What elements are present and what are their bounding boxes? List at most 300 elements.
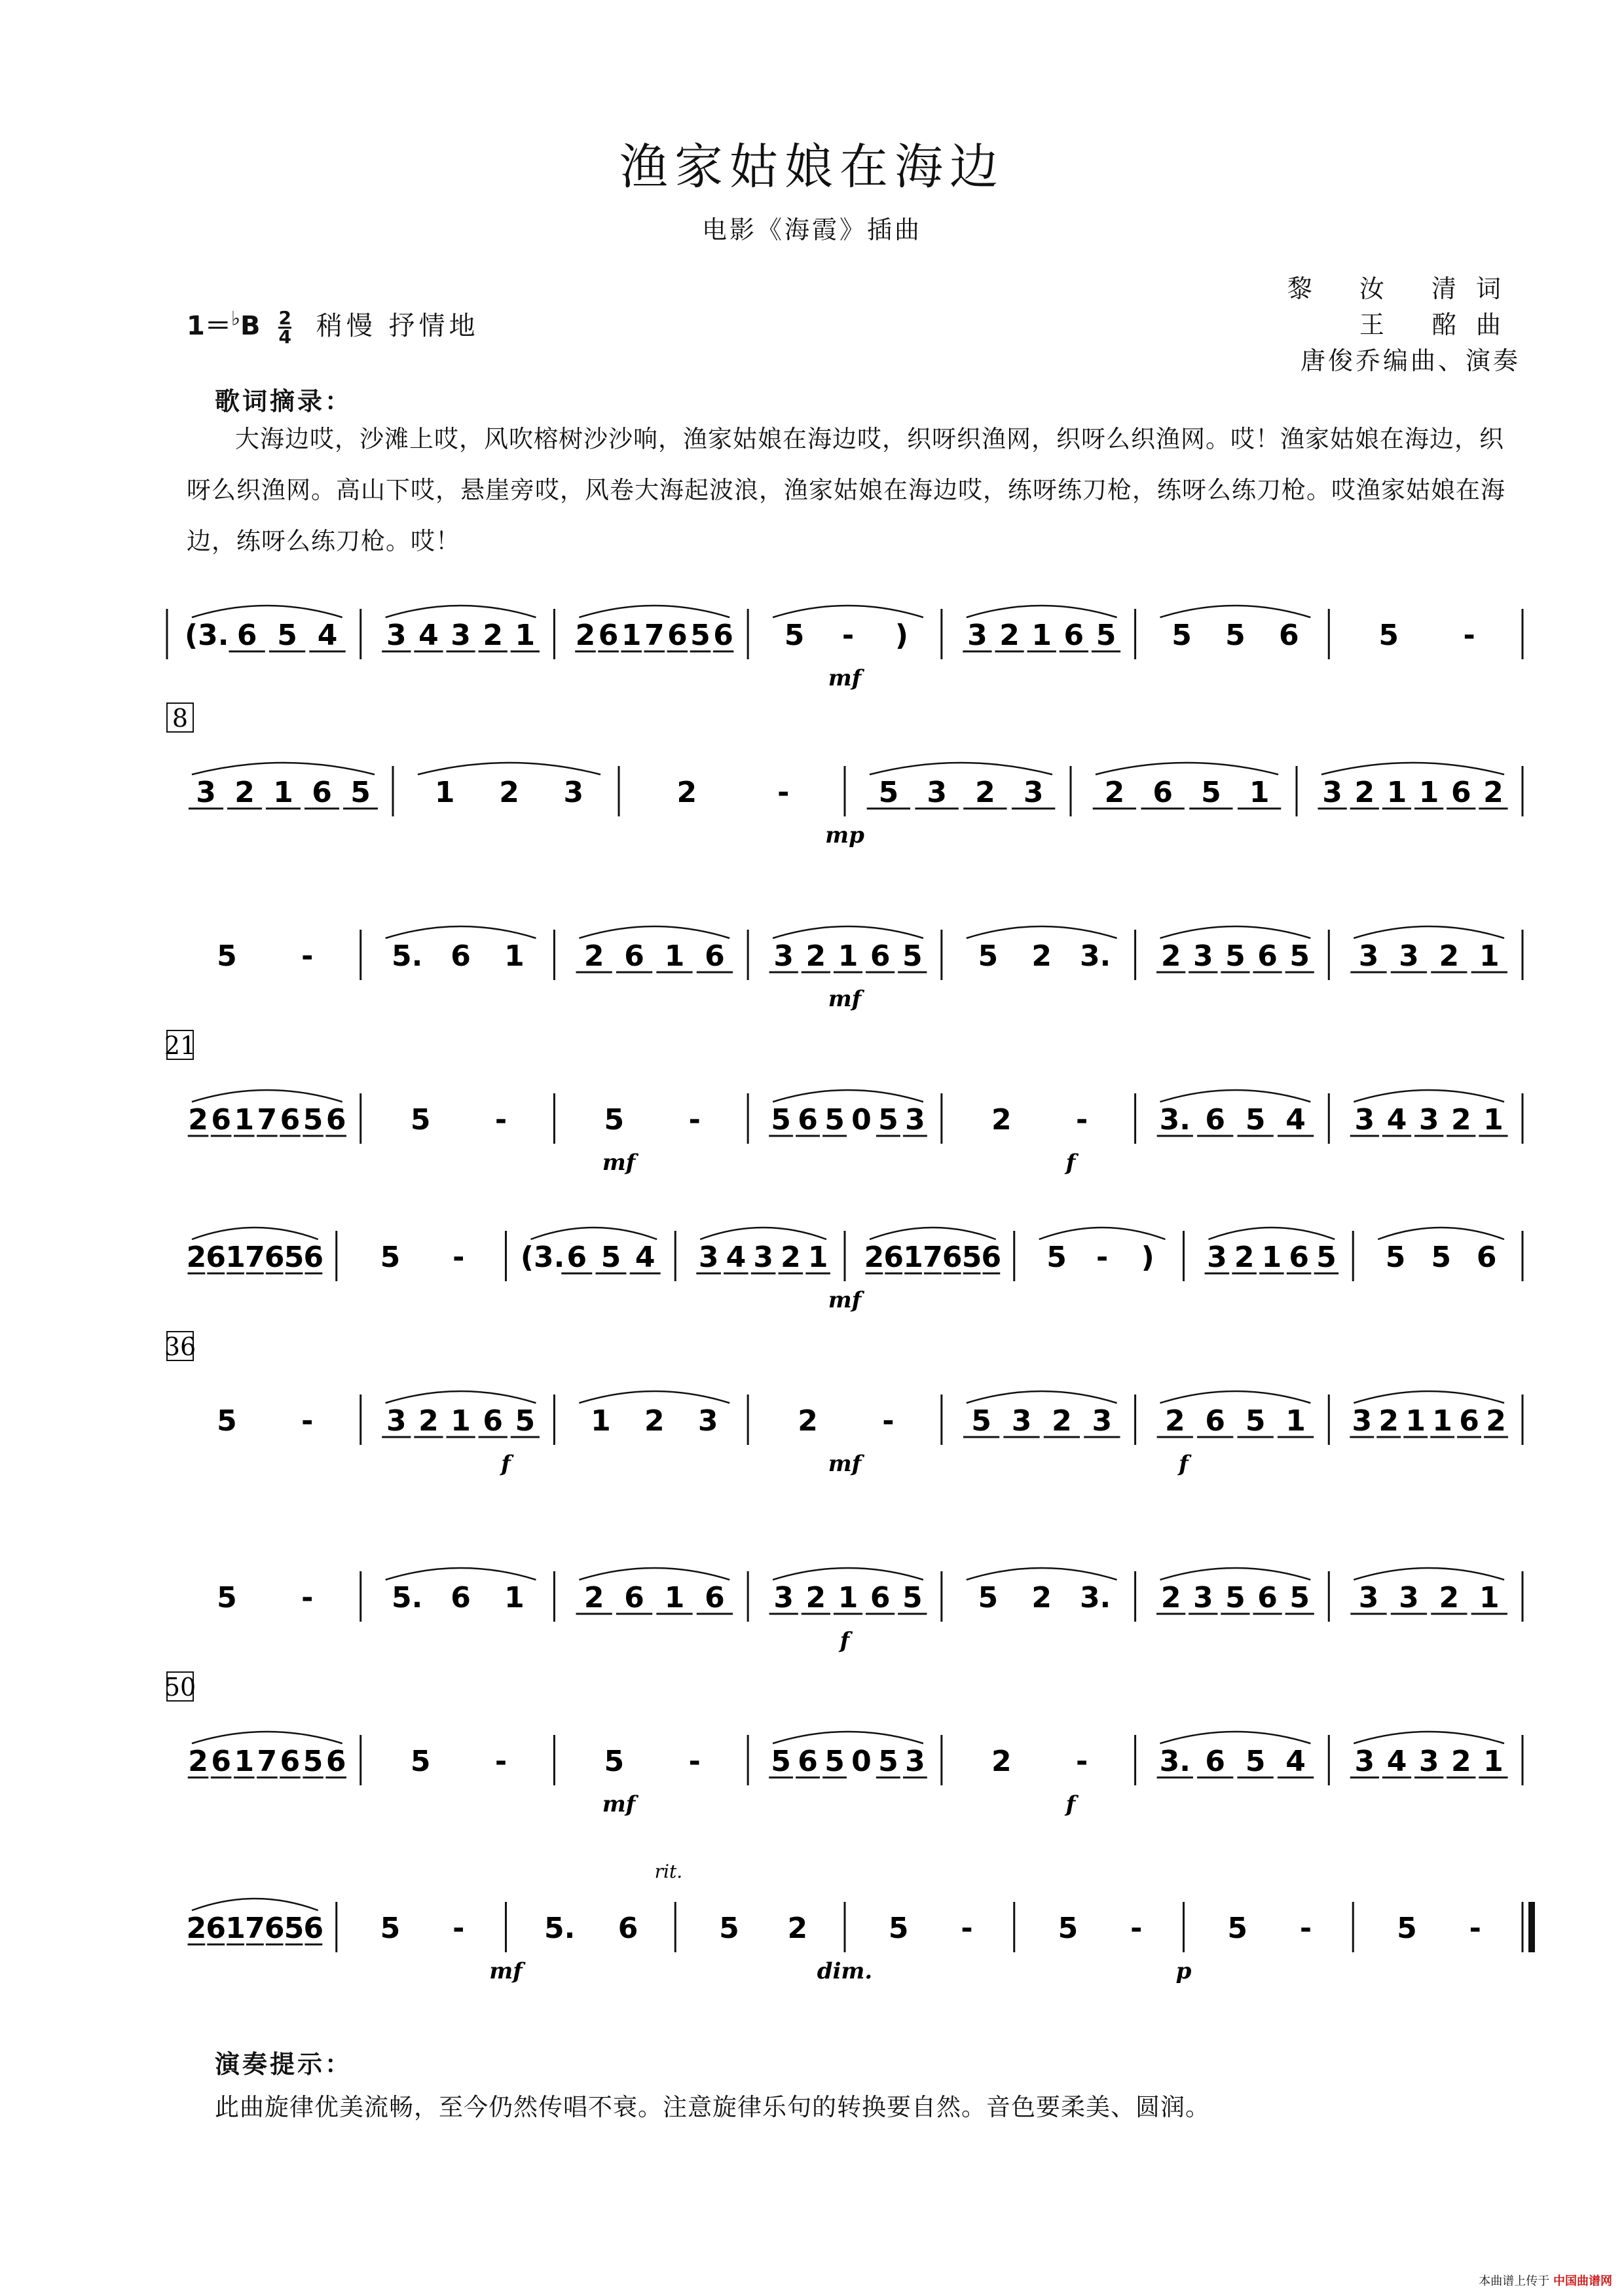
note: 5	[690, 619, 710, 652]
note: 2	[186, 1241, 207, 1274]
note: 3	[1354, 1745, 1375, 1778]
dynamic-marking: mf	[602, 1150, 636, 1176]
note: 1	[1261, 1241, 1282, 1274]
slur	[192, 606, 342, 617]
slur	[192, 763, 375, 774]
note: 5	[978, 939, 999, 973]
note: 5.	[544, 1912, 576, 1945]
time-top: 2	[278, 306, 291, 329]
note: 5	[824, 1745, 845, 1778]
note: 2	[1104, 776, 1125, 809]
note: 1	[838, 1581, 858, 1614]
slur	[700, 1228, 826, 1239]
note: 5	[784, 619, 805, 652]
note: 1	[225, 1241, 246, 1274]
note: 6	[280, 1103, 301, 1137]
note: 3	[1399, 939, 1419, 973]
note: 3	[1418, 1745, 1439, 1778]
note: 5	[1225, 619, 1246, 652]
note: -	[494, 1745, 507, 1778]
slur	[1096, 763, 1278, 774]
note: 5	[1316, 1241, 1337, 1274]
note: -	[452, 1912, 465, 1945]
note: 6	[870, 939, 891, 973]
note: 2	[188, 1745, 208, 1778]
note: 6	[1257, 939, 1278, 973]
note: 2	[1439, 939, 1460, 973]
note: 5	[515, 1404, 536, 1438]
note: -	[1130, 1912, 1143, 1945]
note: 6	[325, 1103, 346, 1137]
note: 6	[236, 619, 257, 652]
key-tonic: 1＝	[187, 311, 231, 341]
note: 5	[1046, 1241, 1067, 1274]
note: -	[1076, 1745, 1088, 1778]
note: 2	[188, 1103, 208, 1137]
note: 5	[217, 939, 237, 973]
slur	[773, 1568, 923, 1580]
note: 3	[927, 776, 947, 809]
note: -	[301, 1404, 314, 1438]
note: 5	[878, 776, 899, 809]
note: 6	[705, 939, 725, 973]
note: 3.	[1079, 939, 1111, 973]
note: 6	[713, 619, 733, 652]
dynamic-marking: f	[501, 1451, 511, 1477]
dynamic-marking: mf	[828, 986, 862, 1012]
note: -	[688, 1745, 701, 1778]
slur	[1160, 1090, 1311, 1102]
tempo-change-marking: rit.	[654, 1861, 683, 1882]
note: 1	[1031, 619, 1052, 652]
note: 5	[771, 1103, 791, 1137]
note: -	[688, 1103, 701, 1137]
note: -	[1463, 619, 1475, 652]
note: 5	[824, 1103, 845, 1137]
note: 2	[1378, 1404, 1399, 1438]
note: 6	[264, 1241, 285, 1274]
tips-heading: 演奏提示：	[215, 2050, 353, 2079]
note: 2	[999, 619, 1020, 652]
note: 6	[1450, 776, 1471, 809]
slur	[1321, 763, 1504, 774]
note: 5	[1431, 1241, 1451, 1274]
note: 1	[807, 1241, 828, 1274]
note: 1	[515, 619, 536, 652]
note: 6	[798, 1745, 818, 1778]
note: 1	[1249, 776, 1270, 809]
note: 6	[1257, 1581, 1278, 1614]
note: 5.	[391, 1581, 423, 1614]
note: 6	[1459, 1404, 1479, 1438]
note: 3.	[1079, 1581, 1111, 1614]
note: 3	[563, 776, 584, 809]
note: 1	[504, 939, 525, 973]
note: 2	[676, 776, 697, 809]
note: 1	[1418, 776, 1439, 809]
note: 2	[499, 776, 519, 809]
note: 3	[1207, 1241, 1227, 1274]
note: 3	[1092, 1404, 1113, 1438]
note: 3	[967, 619, 987, 652]
note: 5	[1245, 1745, 1266, 1778]
note: 1	[903, 1241, 923, 1274]
note: 2	[575, 619, 596, 652]
note: 6	[1279, 619, 1299, 652]
slur	[192, 1228, 318, 1239]
note: 5	[1397, 1912, 1417, 1945]
note: 1	[591, 1404, 611, 1438]
slur	[1160, 1391, 1311, 1403]
note: 5	[1245, 1103, 1266, 1137]
note: 1	[1479, 1581, 1500, 1614]
note: -	[1096, 1241, 1109, 1274]
slur	[192, 1732, 342, 1743]
note: 3	[451, 619, 471, 652]
note: 2	[991, 1745, 1012, 1778]
note: 1	[434, 776, 455, 809]
slur	[192, 1090, 342, 1102]
note: -	[452, 1241, 465, 1274]
note: 6	[1205, 1103, 1226, 1137]
note: 5	[600, 1241, 621, 1274]
note: 1	[451, 1404, 471, 1438]
note: 5	[604, 1745, 625, 1778]
note: 2	[864, 1241, 885, 1274]
note: 1	[1285, 1404, 1306, 1438]
note: 6	[798, 1103, 818, 1137]
slur	[531, 1228, 657, 1239]
note: 2	[644, 1404, 665, 1438]
note: 7	[245, 1241, 265, 1274]
slur	[773, 926, 923, 938]
note: 2	[1450, 1103, 1471, 1137]
slur	[386, 606, 536, 617]
note: 2	[1483, 776, 1504, 809]
note: 6	[280, 1745, 301, 1778]
slur	[967, 606, 1117, 617]
credit-lyricist: 黎 汝 清词	[1287, 274, 1521, 303]
slur	[1354, 1391, 1504, 1403]
note: 6	[566, 1241, 587, 1274]
subtitle: 电影《海霞》插曲	[701, 215, 922, 244]
note: 6	[303, 1912, 324, 1945]
slur	[386, 1391, 536, 1403]
slur	[967, 1391, 1117, 1403]
note: 6	[1205, 1745, 1226, 1778]
note: 6	[1289, 1241, 1309, 1274]
dynamic-marking: dim.	[817, 1958, 873, 1984]
note: 6	[624, 1581, 644, 1614]
note: -	[1076, 1103, 1088, 1137]
note: 2	[781, 1241, 801, 1274]
slur	[773, 606, 923, 617]
note: 2	[1234, 1241, 1255, 1274]
dynamic-marking: mf	[828, 665, 862, 691]
note: -	[301, 939, 314, 973]
note: 5	[380, 1241, 401, 1274]
dynamic-marking: f	[1065, 1791, 1076, 1817]
slur	[870, 1228, 996, 1239]
note: (3.	[184, 619, 229, 652]
note: 7	[245, 1912, 265, 1945]
note: 5	[217, 1581, 237, 1614]
note: 5	[1227, 1912, 1247, 1945]
note: 1	[1483, 1103, 1504, 1137]
slur	[579, 606, 729, 617]
note: 2	[805, 939, 826, 973]
note: 2	[1031, 939, 1052, 973]
note: -	[1469, 1912, 1481, 1945]
note: 1	[234, 1103, 255, 1137]
note: 6	[1063, 619, 1084, 652]
note: 6	[1153, 776, 1173, 809]
note: -	[1299, 1912, 1312, 1945]
note: 5	[961, 1241, 982, 1274]
note: 5	[1385, 1241, 1406, 1274]
note: 4	[418, 619, 439, 652]
note: 0	[851, 1103, 872, 1137]
note: 2	[234, 776, 255, 809]
note: 6	[211, 1745, 231, 1778]
slur	[870, 763, 1052, 774]
note: 5	[978, 1581, 999, 1614]
note: 6	[206, 1912, 227, 1945]
slur	[386, 1568, 536, 1580]
note: 6	[624, 939, 644, 973]
slur	[579, 926, 729, 938]
note: 4	[1285, 1745, 1306, 1778]
note: 5	[1172, 619, 1192, 652]
note: 1	[838, 939, 858, 973]
note: 5	[1289, 1581, 1310, 1614]
note: 1	[1432, 1404, 1452, 1438]
note: 5	[350, 776, 371, 809]
note: 3	[1358, 939, 1379, 973]
slur	[1354, 1732, 1504, 1743]
note: 7	[257, 1745, 278, 1778]
note: 4	[317, 619, 338, 652]
note: 1	[1405, 1404, 1426, 1438]
dynamic-marking: mf	[828, 1451, 862, 1477]
note: 6	[870, 1581, 891, 1614]
slur	[967, 926, 1117, 938]
slur	[1039, 1228, 1166, 1239]
note: 3	[1418, 1103, 1439, 1137]
measure-number: 21	[164, 1031, 196, 1060]
note: 3.	[1159, 1745, 1190, 1778]
note: 6	[981, 1241, 1002, 1274]
note: 1	[234, 1745, 255, 1778]
note: 3	[698, 1241, 719, 1274]
note: 3	[1192, 1581, 1213, 1614]
dynamic-marking: mp	[825, 822, 864, 848]
measure-number: 50	[164, 1673, 196, 1702]
note: )	[1141, 1241, 1154, 1274]
note: 6	[618, 1912, 638, 1945]
note: 5	[217, 1404, 237, 1438]
note: 3	[1354, 1103, 1375, 1137]
note: 4	[1386, 1745, 1407, 1778]
note: 5	[303, 1103, 323, 1137]
note: 1	[664, 1581, 685, 1614]
measure-number: 36	[164, 1332, 196, 1361]
note: -	[494, 1103, 507, 1137]
slur	[386, 926, 536, 938]
note: 2	[1486, 1404, 1506, 1438]
note: 2	[1164, 1404, 1185, 1438]
note: 7	[644, 619, 665, 652]
slur	[967, 1568, 1117, 1580]
note: 3	[1023, 776, 1044, 809]
note: 7	[923, 1241, 943, 1274]
note: 5	[303, 1745, 323, 1778]
flat-sign: ♭	[231, 307, 240, 331]
note: 3	[773, 939, 794, 973]
note: 2	[975, 776, 995, 809]
note: 5	[771, 1745, 791, 1778]
note: 5	[277, 619, 297, 652]
note: 2	[1052, 1404, 1072, 1438]
note: 2	[1160, 939, 1181, 973]
note: 3	[753, 1241, 773, 1274]
slur	[1160, 606, 1311, 617]
note: -	[882, 1404, 895, 1438]
note: 2	[1439, 1581, 1460, 1614]
slur	[1209, 1228, 1335, 1239]
note: 5.	[391, 939, 423, 973]
dynamic-marking: f	[1179, 1451, 1189, 1477]
time-bottom: 4	[278, 325, 291, 348]
note: 2	[583, 1581, 604, 1614]
slur	[579, 1391, 729, 1403]
dynamic-marking: mf	[489, 1958, 523, 1984]
note: 5	[878, 1745, 898, 1778]
note: 3	[1352, 1404, 1373, 1438]
key-note: B	[240, 311, 261, 341]
note: 2	[798, 1404, 818, 1438]
note: 5	[1096, 619, 1116, 652]
note: 3	[905, 1745, 925, 1778]
note: 2	[583, 939, 604, 973]
note: 5	[380, 1912, 401, 1945]
note: -	[777, 776, 790, 809]
note: 6	[598, 619, 619, 652]
tempo-marking: 稍慢 抒情地	[316, 311, 479, 341]
note: 3	[773, 1581, 794, 1614]
note: 5	[1225, 939, 1246, 973]
note: 6	[883, 1241, 904, 1274]
note: 5	[971, 1404, 991, 1438]
note: 1	[273, 776, 293, 809]
note: 5	[1058, 1912, 1079, 1945]
note: 2	[787, 1912, 808, 1945]
dynamic-marking: p	[1175, 1958, 1192, 1984]
note: 6	[206, 1241, 227, 1274]
note: 5	[878, 1103, 898, 1137]
note: 2	[483, 619, 504, 652]
note: 3	[196, 776, 216, 809]
slur	[1160, 926, 1311, 938]
note: 1	[664, 939, 685, 973]
note: 2	[805, 1581, 826, 1614]
note: 2	[1031, 1581, 1052, 1614]
note: 5	[888, 1912, 909, 1945]
slur	[192, 1899, 318, 1910]
slur	[1160, 1732, 1311, 1743]
note: 3	[1011, 1404, 1032, 1438]
note: -	[301, 1581, 314, 1614]
note: 3	[1399, 1581, 1419, 1614]
note: 5	[410, 1103, 431, 1137]
note: 6	[451, 939, 471, 973]
note: 3.	[1159, 1103, 1190, 1137]
note: 1	[1386, 776, 1407, 809]
note: 6	[483, 1404, 504, 1438]
note: 6	[451, 1581, 471, 1614]
slur	[1354, 1568, 1504, 1580]
note: 5	[410, 1745, 431, 1778]
note: 4	[1285, 1103, 1306, 1137]
lyrics-heading: 歌词摘录：	[215, 387, 353, 416]
credit-arranger: 唐俊乔编曲、演奏	[1300, 346, 1521, 375]
note: 3	[386, 619, 407, 652]
note: 3	[386, 1404, 407, 1438]
note: 2	[1354, 776, 1375, 809]
note: 6	[312, 776, 332, 809]
note: 2	[991, 1103, 1012, 1137]
note: 2	[418, 1404, 439, 1438]
slur	[773, 1732, 923, 1743]
note: 3	[1358, 1581, 1379, 1614]
note: -	[961, 1912, 973, 1945]
note: 6	[264, 1912, 285, 1945]
note: 6	[303, 1241, 324, 1274]
note: 4	[726, 1241, 747, 1274]
dynamic-marking: mf	[602, 1791, 636, 1817]
note: 5	[902, 1581, 923, 1614]
note: 1	[1483, 1745, 1504, 1778]
note: 3	[1192, 939, 1213, 973]
note: 5	[1378, 619, 1399, 652]
note: 3	[905, 1103, 925, 1137]
note: 6	[1476, 1241, 1497, 1274]
dynamic-marking: f	[840, 1628, 850, 1654]
lyrics-excerpt: 大海边哎，沙滩上哎，风吹榕树沙沙响，渔家姑娘在海边哎，织呀织渔网，织呀么织渔网。哎！渔家姑娘在海边，织呀么织渔网。高山下哎，悬崖旁哎，风卷大海起波浪，渔家姑娘在海边哎，练呀练刀枪，练呀么练刀枪。哎渔家姑娘在海边，练呀么练刀枪。哎！	[187, 425, 1505, 555]
credit-composer: 王 酩曲	[1359, 310, 1521, 339]
tips-text: 此曲旋律优美流畅，至今仍然传唱不衰。注意旋律乐句的转换要自然。音色要柔美、圆润。	[215, 2093, 1210, 2121]
note: 7	[257, 1103, 278, 1137]
note: (3.	[520, 1241, 565, 1274]
note: )	[895, 619, 908, 652]
note: 1	[621, 619, 642, 652]
slur	[418, 763, 600, 774]
slur	[579, 1568, 729, 1580]
footer-text: 本曲谱上传于	[1479, 2274, 1550, 2288]
slur	[773, 1090, 923, 1102]
slur	[1160, 1568, 1311, 1580]
slur	[1354, 926, 1504, 938]
note: 4	[635, 1241, 655, 1274]
note: 5	[1245, 1404, 1266, 1438]
note: 6	[705, 1581, 725, 1614]
note: 6	[1205, 1404, 1226, 1438]
measure-number: 8	[172, 704, 189, 733]
slur	[1354, 1090, 1504, 1102]
page-title: 渔家姑娘在海边	[619, 139, 1005, 195]
note: 6	[211, 1103, 231, 1137]
note: 6	[325, 1745, 346, 1778]
